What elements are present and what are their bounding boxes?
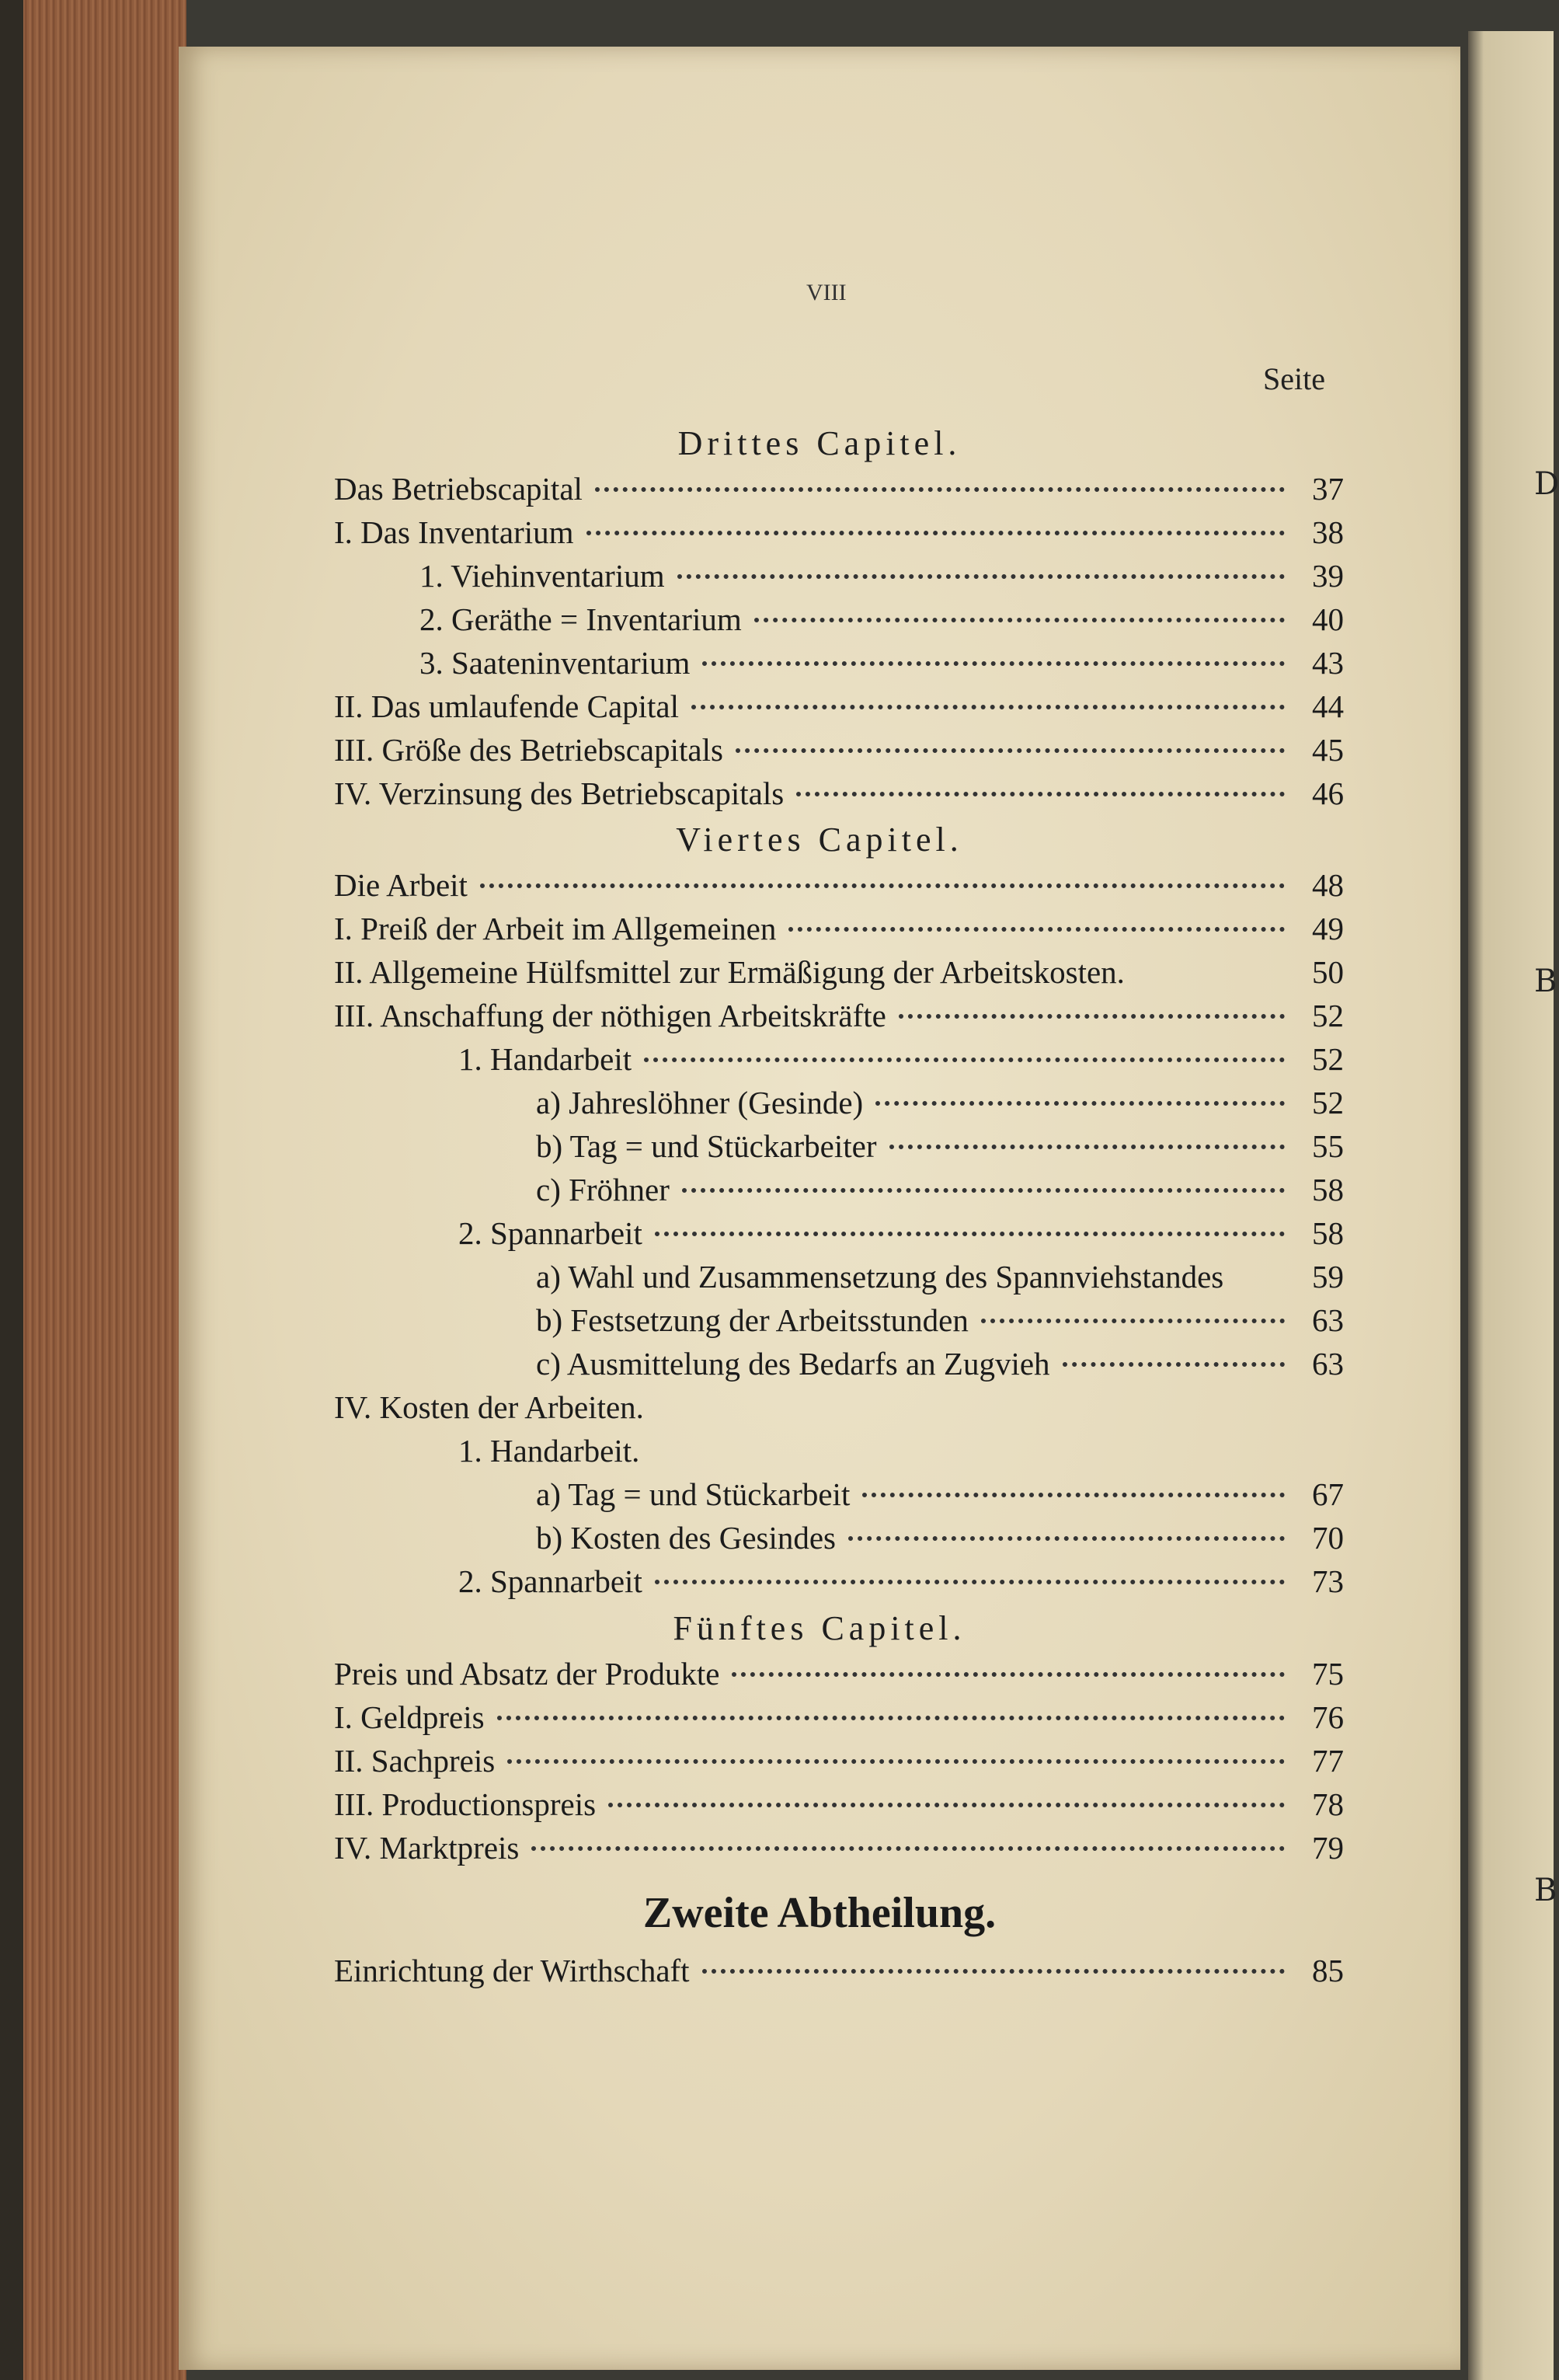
- document-page: [179, 47, 1460, 2370]
- toc-entry: 2. Geräthe = Inventarium 40: [419, 601, 1344, 637]
- toc-entry: a) Wahl und Zusammensetzung des Spannviehstandes 59: [536, 1259, 1344, 1295]
- toc-entry: II. Sachpreis 77: [334, 1743, 1344, 1779]
- toc-entry: II. Das umlaufende Capital 44: [334, 688, 1344, 724]
- facing-page-edge: [1468, 31, 1554, 2380]
- chapter-heading: Fünftes Capitel.: [673, 1609, 966, 1647]
- toc-entry: a) Jahreslöhner (Gesinde) 52: [536, 1085, 1344, 1120]
- toc-entry: 1. Handarbeit 52: [458, 1041, 1344, 1077]
- toc-entry: I. Geldpreis 76: [334, 1699, 1344, 1735]
- toc-entry: III. Größe des Betriebscapitals 45: [334, 732, 1344, 768]
- toc-entry: III. Productionspreis 78: [334, 1786, 1344, 1822]
- toc-entry: b) Festsetzung der Arbeitsstunden 63: [536, 1302, 1344, 1338]
- toc-entry: IV. Verzinsung des Betriebscapitals 46: [334, 775, 1344, 811]
- toc-entry: III. Anschaffung der nöthigen Arbeitskräfte 52: [334, 998, 1344, 1033]
- toc-entry: b) Tag = und Stückarbeiter 55: [536, 1128, 1344, 1164]
- toc-entry: 2. Spannarbeit 73: [458, 1563, 1344, 1599]
- toc-entry: Die Arbeit 48: [334, 867, 1344, 903]
- toc-entry: c) Ausmittelung des Bedarfs an Zugvieh 63: [536, 1346, 1344, 1382]
- page-numeral: VIII: [806, 280, 847, 305]
- chapter-heading: Drittes Capitel.: [677, 424, 962, 462]
- toc-entry: 1. Viehinventarium 39: [419, 558, 1344, 594]
- toc-entry: IV. Kosten der Arbeiten.: [334, 1389, 644, 1425]
- toc-entry: IV. Marktpreis 79: [334, 1830, 1344, 1866]
- facing-page-fragment: B: [1534, 963, 1557, 999]
- toc-entry: b) Kosten des Gesindes 70: [536, 1520, 1344, 1556]
- facing-page-fragment: B: [1534, 1873, 1557, 1908]
- toc-entry: 3. Saateninventarium 43: [419, 645, 1344, 681]
- toc-entry: c) Fröhner 58: [536, 1172, 1344, 1207]
- toc-entry: I. Preiß der Arbeit im Allgemeinen 49: [334, 911, 1344, 946]
- part-heading: Zweite Abtheilung.: [642, 1889, 997, 1937]
- toc-entry: 1. Handarbeit.: [458, 1433, 640, 1469]
- toc-entry: I. Das Inventarium 38: [334, 514, 1344, 550]
- toc-entry: II. Allgemeine Hülfsmittel zur Ermäßigung der Arbeitskosten. 50: [334, 954, 1344, 990]
- chapter-heading: Viertes Capitel.: [676, 821, 963, 859]
- facing-page-fragment: D: [1534, 466, 1559, 502]
- toc-entry: Das Betriebscapital 37: [334, 471, 1344, 507]
- toc-entry: a) Tag = und Stückarbeit 67: [536, 1476, 1344, 1512]
- seite-column-label: Seite: [1263, 361, 1325, 396]
- book-cover-edge: [0, 0, 23, 2380]
- book-page-edges: [0, 0, 186, 2380]
- toc-entry: Preis und Absatz der Produkte 75: [334, 1656, 1344, 1692]
- toc-entry: 2. Spannarbeit 58: [458, 1215, 1344, 1251]
- toc-entry: Einrichtung der Wirthschaft 85: [334, 1953, 1344, 1988]
